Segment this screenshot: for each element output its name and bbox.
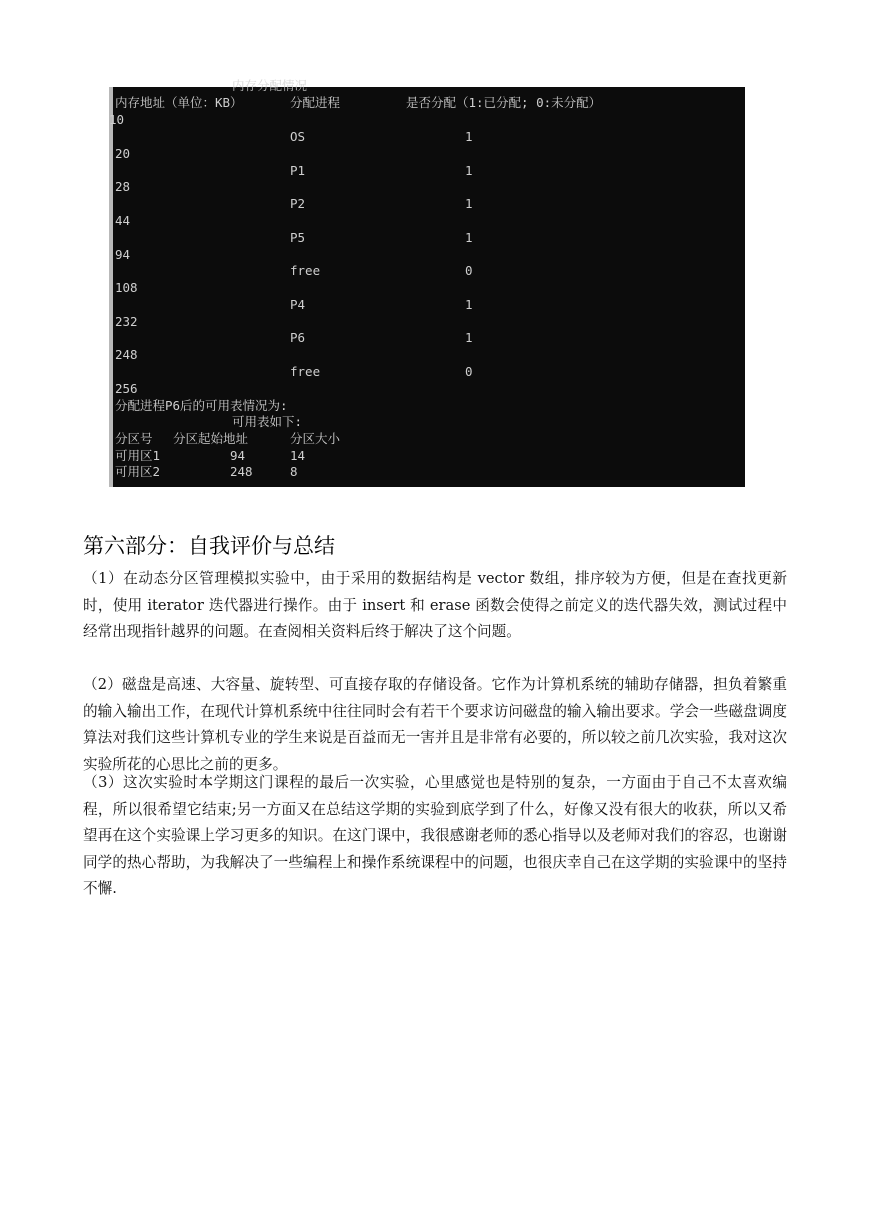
console-cut-title: 内存分配情况 [232, 78, 308, 93]
process-flag: 0 [465, 263, 473, 278]
process-name: P6 [290, 330, 306, 345]
free-table-header-no: 分区号 [115, 431, 153, 446]
address-line: 44 [115, 213, 131, 228]
console-scroll-edge [109, 87, 113, 487]
process-flag: 0 [465, 364, 473, 379]
summary-paragraph-3: （3）这次实验时本学期这门课程的最后一次实验，心里感觉也是特别的复杂，一方面由于自己不太喜欢编程，所以很希望它结束;另一方面又在总结这学期的实验到底学到了什么，好像又没有很大的收获，所以又希望再在这个实验课上学习更多的知识。在这门课中，我很感谢老师的悉心指导以及老师对我们的容忍，也谢谢同学的热心帮助，为我解决了一些编程上和操作系统课程中的问题，也很庆幸自己在这学期的实验课中的坚持不懈. [83, 774, 787, 897]
free-table-row-size: 14 [290, 448, 306, 463]
free-table-row-no: 可用区2 [115, 464, 161, 479]
process-name: free [290, 364, 321, 379]
header-address: 内存地址（单位：KB） [115, 95, 243, 110]
free-table-row-start: 94 [230, 448, 246, 463]
summary-paragraph-1: （1）在动态分区管理模拟实验中，由于采用的数据结构是 vector 数组，排序较为方便，但是在查找更新时，使用 iterator 迭代器进行操作。由于 insert 和 erase 函数会使得之前定义的迭代器失效，测试过程中经常出现指针越界的问题。在查阅相关资料后终于解决了这个问题。 [83, 570, 787, 640]
header-process: 分配进程 [290, 95, 341, 110]
after-allocation-text: 分配进程P6后的可用表情况为: [115, 398, 288, 413]
free-table-header-size: 分区大小 [290, 431, 341, 446]
address-line: 232 [115, 314, 138, 329]
summary-paragraph-2: （2）磁盘是高速、大容量、旋转型、可直接存取的存储设备。它作为计算机系统的辅助存储器，担负着繁重的输入输出工作，在现代计算机系统中往往同时会有若干个要求访问磁盘的输入输出要求。学会一些磁盘调度算法对我们这些计算机专业的学生来说是百益而无一害并且是非常有必要的，所以较之前几次实验，我对这次实验所花的心思比之前的更多。 [83, 676, 787, 773]
address-line: 256 [115, 381, 138, 396]
process-flag: 1 [465, 230, 473, 245]
process-flag: 1 [465, 330, 473, 345]
process-flag: 1 [465, 297, 473, 312]
process-flag: 1 [465, 129, 473, 144]
process-name: free [290, 263, 321, 278]
process-name: P2 [290, 196, 306, 211]
address-line: 94 [115, 247, 131, 262]
free-table-row-start: 248 [230, 464, 253, 479]
process-name: P1 [290, 163, 306, 178]
address-line: 248 [115, 347, 138, 362]
address-line: 20 [115, 146, 131, 161]
process-name: P5 [290, 230, 306, 245]
process-name: OS [290, 129, 306, 144]
free-table-row-size: 8 [290, 464, 298, 479]
free-table-header-start: 分区起始地址 [173, 431, 249, 446]
header-allocated: 是否分配（1:已分配; 0:未分配） [406, 95, 602, 110]
address-line: 108 [115, 280, 138, 295]
free-table-title: 可用表如下: [232, 414, 303, 429]
process-flag: 1 [465, 163, 473, 178]
address-line: 28 [115, 179, 131, 194]
process-name: P4 [290, 297, 306, 312]
console-screenshot [109, 78, 745, 487]
process-flag: 1 [465, 196, 473, 211]
free-table-row-no: 可用区1 [115, 448, 161, 463]
section-heading: 第六部分：自我评价与总结 [83, 534, 335, 558]
address-line: 10 [109, 112, 125, 127]
